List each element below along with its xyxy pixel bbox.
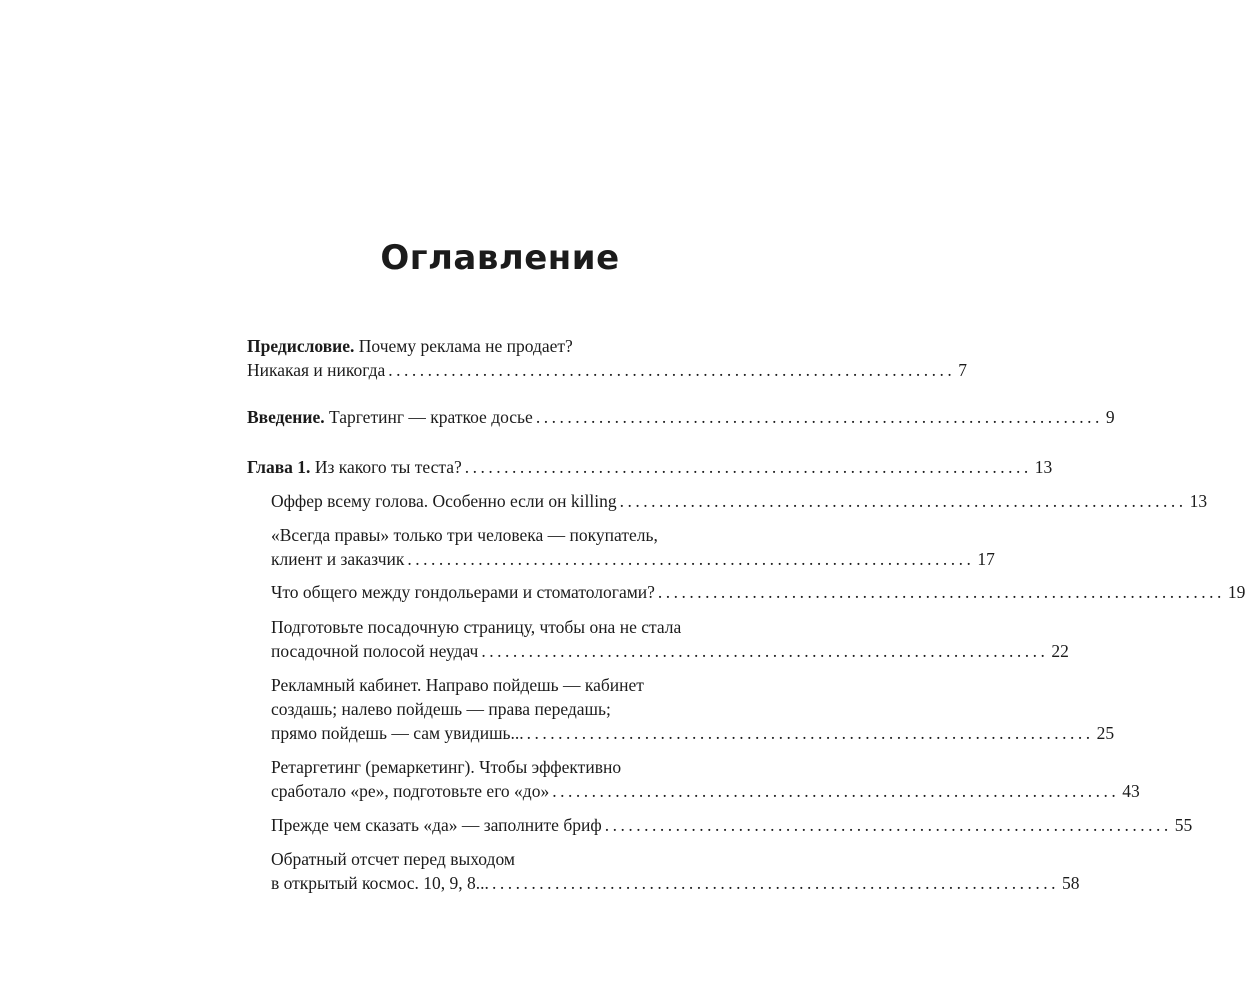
toc-page-number: 9 <box>1105 407 1115 427</box>
toc-entry-prefix: Глава 1. <box>247 457 311 477</box>
toc-entry-text: прямо пойдешь — сам увидишь... <box>271 723 524 743</box>
toc-page-number: 7 <box>958 360 967 380</box>
toc-page-number: 58 <box>1061 873 1080 893</box>
toc-page-number: 25 <box>1096 723 1115 743</box>
toc-entry-section <box>271 755 1140 803</box>
toc-entry-text: посадочной полосой неудач <box>271 641 479 661</box>
toc-page-number: 22 <box>1051 641 1069 661</box>
toc-entry-text: Подготовьте посадочную страницу, чтобы она не стала <box>271 617 682 637</box>
toc-entry-section <box>271 489 1208 513</box>
toc-entry-text: Почему реклама не продает? <box>358 336 573 356</box>
toc-entry-introduction <box>247 405 1115 429</box>
toc-leader-dots: ........................................................................ <box>388 360 956 380</box>
toc-entry-section <box>271 847 1080 895</box>
toc-leader-dots: ........................................................................ <box>464 457 1032 477</box>
toc-entry-section <box>271 673 1115 745</box>
toc-leader-dots: ........................................................................ <box>552 781 1120 801</box>
toc-leader-dots: ........................................................................ <box>526 723 1094 743</box>
toc-page-number: 19 <box>1227 582 1245 602</box>
toc-entry-text: Ретаргетинг (ремаркетинг). Чтобы эффективно <box>271 757 622 777</box>
toc-entry-text: Прежде чем сказать «да» — заполните бриф <box>271 815 602 835</box>
toc-entry-chapter-1 <box>247 455 1053 479</box>
toc-page-number: 43 <box>1122 781 1140 801</box>
toc-entry-text: Рекламный кабинет. Направо пойдешь — кабинет <box>271 675 644 695</box>
toc-entry-section <box>271 813 1193 837</box>
toc-leader-dots: ........................................................................ <box>535 407 1103 427</box>
toc-leader-dots: ........................................................................ <box>407 549 975 569</box>
toc-entry-section <box>271 580 1245 604</box>
toc-entry-text: создашь; налево пойдешь — права передашь; <box>271 699 611 719</box>
toc-leader-dots: ........................................................................ <box>657 582 1225 602</box>
toc-entry-text: Обратный отсчет перед выходом <box>271 849 515 869</box>
toc-leader-dots: ........................................................................ <box>604 815 1172 835</box>
toc-entry-text: в открытый космос. 10, 9, 8... <box>271 873 489 893</box>
toc-entry-text: Оффер всему голова. Особенно если он killing <box>271 491 617 511</box>
toc-entry-text: Таргетинг — краткое досье <box>328 407 533 427</box>
toc-leader-dots: ........................................................................ <box>481 641 1049 661</box>
toc-entry-text: Никакая и никогда <box>247 360 386 380</box>
toc-page-number: 55 <box>1174 815 1193 835</box>
toc-entry-preface <box>247 334 967 382</box>
toc-entry-text: Из какого ты теста? <box>314 457 462 477</box>
toc-entry-text: клиент и заказчик <box>271 549 405 569</box>
toc-entry-prefix: Предисловие. <box>247 336 355 356</box>
toc-page-number: 17 <box>977 549 995 569</box>
toc-page-number: 13 <box>1189 491 1208 511</box>
toc-page-number: 13 <box>1034 457 1053 477</box>
page-title: Оглавление <box>380 238 620 278</box>
toc-entry-section <box>271 523 995 571</box>
toc-entry-text: сработало «ре», подготовьте его «до» <box>271 781 550 801</box>
toc-leader-dots: ........................................................................ <box>619 491 1187 511</box>
toc-entry-prefix: Введение. <box>247 407 325 427</box>
toc-entry-text: Что общего между гондольерами и стоматологами? <box>271 582 655 602</box>
toc-entry-section <box>271 615 1069 663</box>
toc-leader-dots: ........................................................................ <box>491 873 1059 893</box>
toc-entry-text: «Всегда правы» только три человека — покупатель, <box>271 525 658 545</box>
